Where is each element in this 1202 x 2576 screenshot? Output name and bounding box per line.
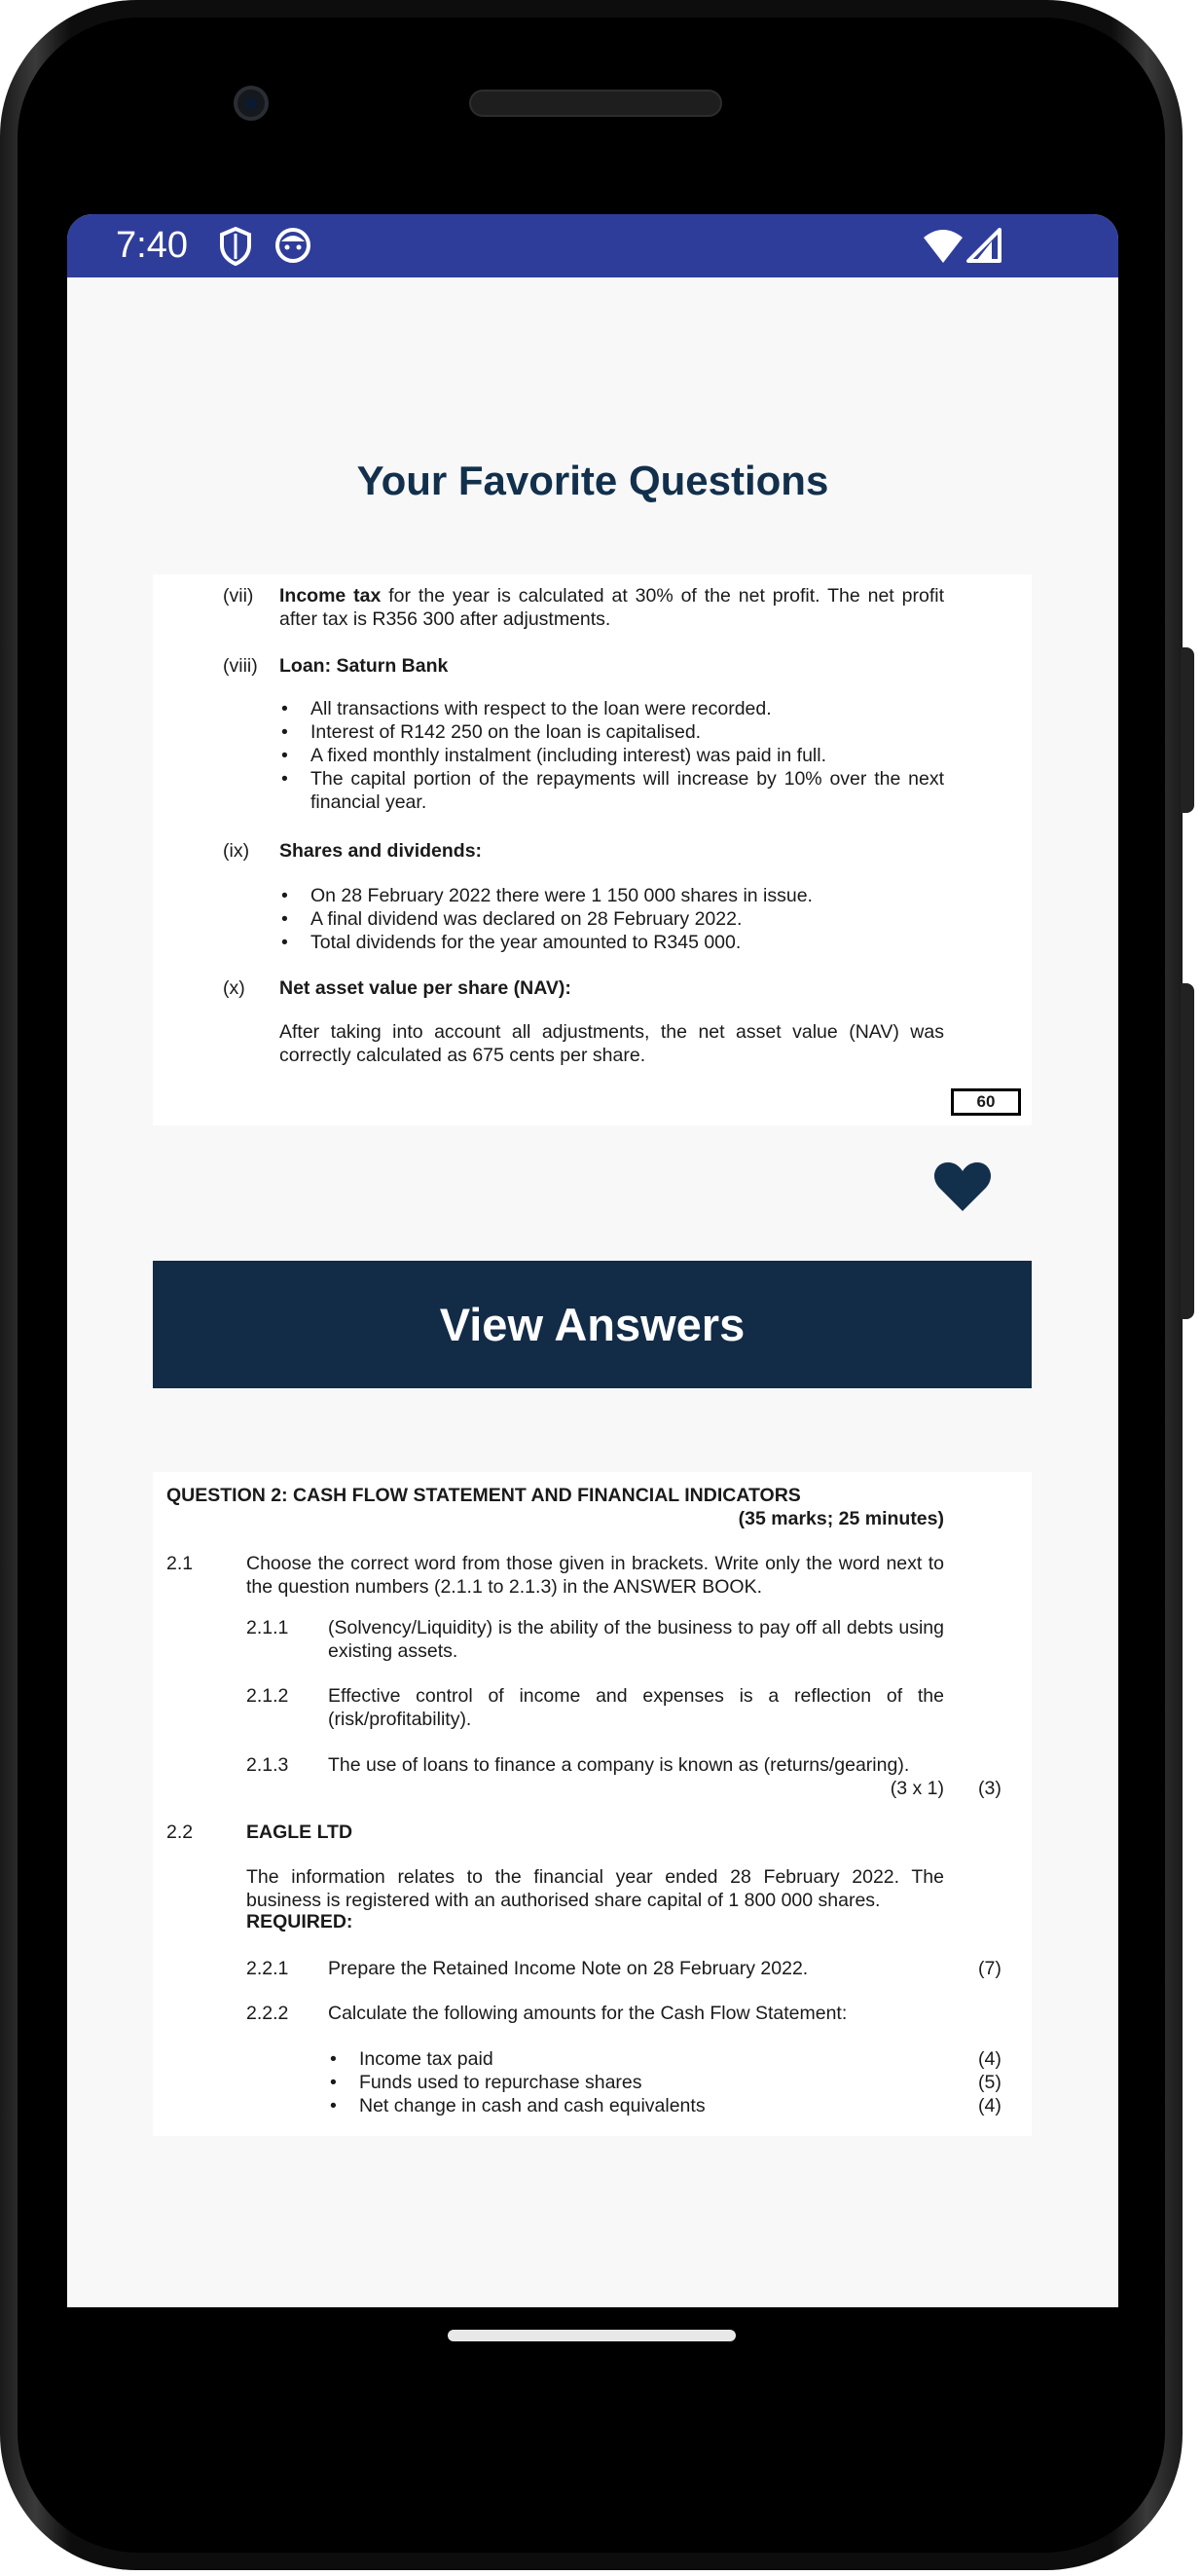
item-number: (vii) xyxy=(223,585,254,607)
page-title: Your Favorite Questions xyxy=(356,458,829,503)
loan-bullet-list xyxy=(279,697,944,814)
sub-total-marks: (3) xyxy=(978,1778,1002,1799)
list-item: • A fixed monthly instalment (including interest) was paid in full. xyxy=(279,744,944,767)
list-item: • All transactions with respect to the loan were recorded. xyxy=(279,697,944,720)
marks: (4) xyxy=(978,2095,1002,2116)
question-heading: QUESTION 2: CASH FLOW STATEMENT AND FINANCIAL INDICATORS xyxy=(166,1485,801,1506)
item-number: (x) xyxy=(223,977,245,999)
volume-button xyxy=(1181,983,1194,1319)
list-item: • Total dividends for the year amounted to R345 000. xyxy=(279,931,944,954)
sub-question-text: Effective control of income and expenses is a reflection of the (risk/profitability). xyxy=(328,1685,944,1730)
required-label: REQUIRED: xyxy=(246,1911,353,1932)
total-marks-box: 60 xyxy=(951,1088,1021,1116)
signal-icon xyxy=(965,228,1003,265)
marks: (7) xyxy=(978,1958,1002,1979)
question-text: Choose the correct word from those given in brackets. Write only the word next to the question numbers (2.1.1 to 2.1.3) in the ANSWER BOOK. xyxy=(246,1553,944,1598)
earpiece-speaker xyxy=(469,90,722,117)
status-bar xyxy=(67,214,1118,277)
list-item: • On 28 February 2022 there were 1 150 000 shares in issue. xyxy=(279,884,944,907)
shares-bullet-list xyxy=(279,884,944,954)
front-camera xyxy=(234,86,269,121)
case-title: EAGLE LTD xyxy=(246,1822,353,1843)
power-button xyxy=(1181,647,1194,813)
sub-question-number: 2.1.3 xyxy=(246,1754,289,1776)
list-item: • A final dividend was declared on 28 February 2022. xyxy=(279,907,944,931)
sub-question-text: Prepare the Retained Income Note on 28 February 2022. xyxy=(328,1958,809,1979)
question-number: 2.2 xyxy=(166,1822,194,1843)
marks-time: (35 marks; 25 minutes) xyxy=(738,1508,944,1529)
sub-question-text: Calculate the following amounts for the Cash Flow Statement: xyxy=(328,2003,848,2024)
shield-icon xyxy=(218,226,253,267)
income-tax-paragraph xyxy=(279,584,944,631)
list-item: • Interest of R142 250 on the loan is capitalised. xyxy=(279,720,944,744)
calc-bullet-list xyxy=(328,2047,912,2117)
marks: (5) xyxy=(978,2072,1002,2093)
nav-title: Net asset value per share (NAV): xyxy=(279,977,571,999)
list-item: • Income tax paid xyxy=(328,2047,912,2071)
case-text: The information relates to the financial year ended 28 February 2022. The business is registered with an authorised share capital of 1 800 000 shares. xyxy=(246,1866,944,1911)
sub-question-number: 2.1.2 xyxy=(246,1685,289,1707)
nav-text: After taking into account all adjustments, the net asset value (NAV) was correctly calculated as 675 cents per share. xyxy=(279,1021,944,1066)
list-item: • Funds used to repurchase shares xyxy=(328,2071,912,2094)
status-time: 7:40 xyxy=(116,225,188,266)
question-card[interactable] xyxy=(153,574,1032,1125)
wifi-icon xyxy=(922,228,965,265)
list-item: • The capital portion of the repayments will increase by 10% over the next financial year. xyxy=(279,767,944,814)
view-answers-button[interactable]: View Answers xyxy=(153,1261,1032,1388)
app-screen xyxy=(67,214,1118,2307)
favorite-heart-icon[interactable] xyxy=(933,1160,992,1213)
home-gesture-bar[interactable] xyxy=(448,2330,736,2341)
income-tax-title: Income tax xyxy=(279,585,382,607)
shares-title: Shares and dividends: xyxy=(279,840,483,862)
item-number: (viii) xyxy=(223,655,258,677)
sub-question-number: 2.2.1 xyxy=(246,1958,289,1979)
question-number: 2.1 xyxy=(166,1553,194,1574)
loan-title: Loan: Saturn Bank xyxy=(279,655,449,677)
income-tax-text: for the year is calculated at 30% of the net profit. The net profit after tax is R356 300 after adjustments. xyxy=(279,585,944,630)
sub-question-text: (Solvency/Liquidity) is the ability of the business to pay off all debts using existing assets. xyxy=(328,1617,944,1662)
marks: (4) xyxy=(978,2048,1002,2070)
sub-question-text: The use of loans to finance a company is known as (returns/gearing). xyxy=(328,1754,910,1776)
face-icon xyxy=(273,226,312,265)
sub-question-number: 2.1.1 xyxy=(246,1617,289,1638)
sub-marks: (3 x 1) xyxy=(890,1778,944,1799)
question-card[interactable] xyxy=(153,1472,1032,2136)
list-item: • Net change in cash and cash equivalents xyxy=(328,2094,912,2117)
item-number: (ix) xyxy=(223,840,250,862)
sub-question-number: 2.2.2 xyxy=(246,2003,289,2024)
